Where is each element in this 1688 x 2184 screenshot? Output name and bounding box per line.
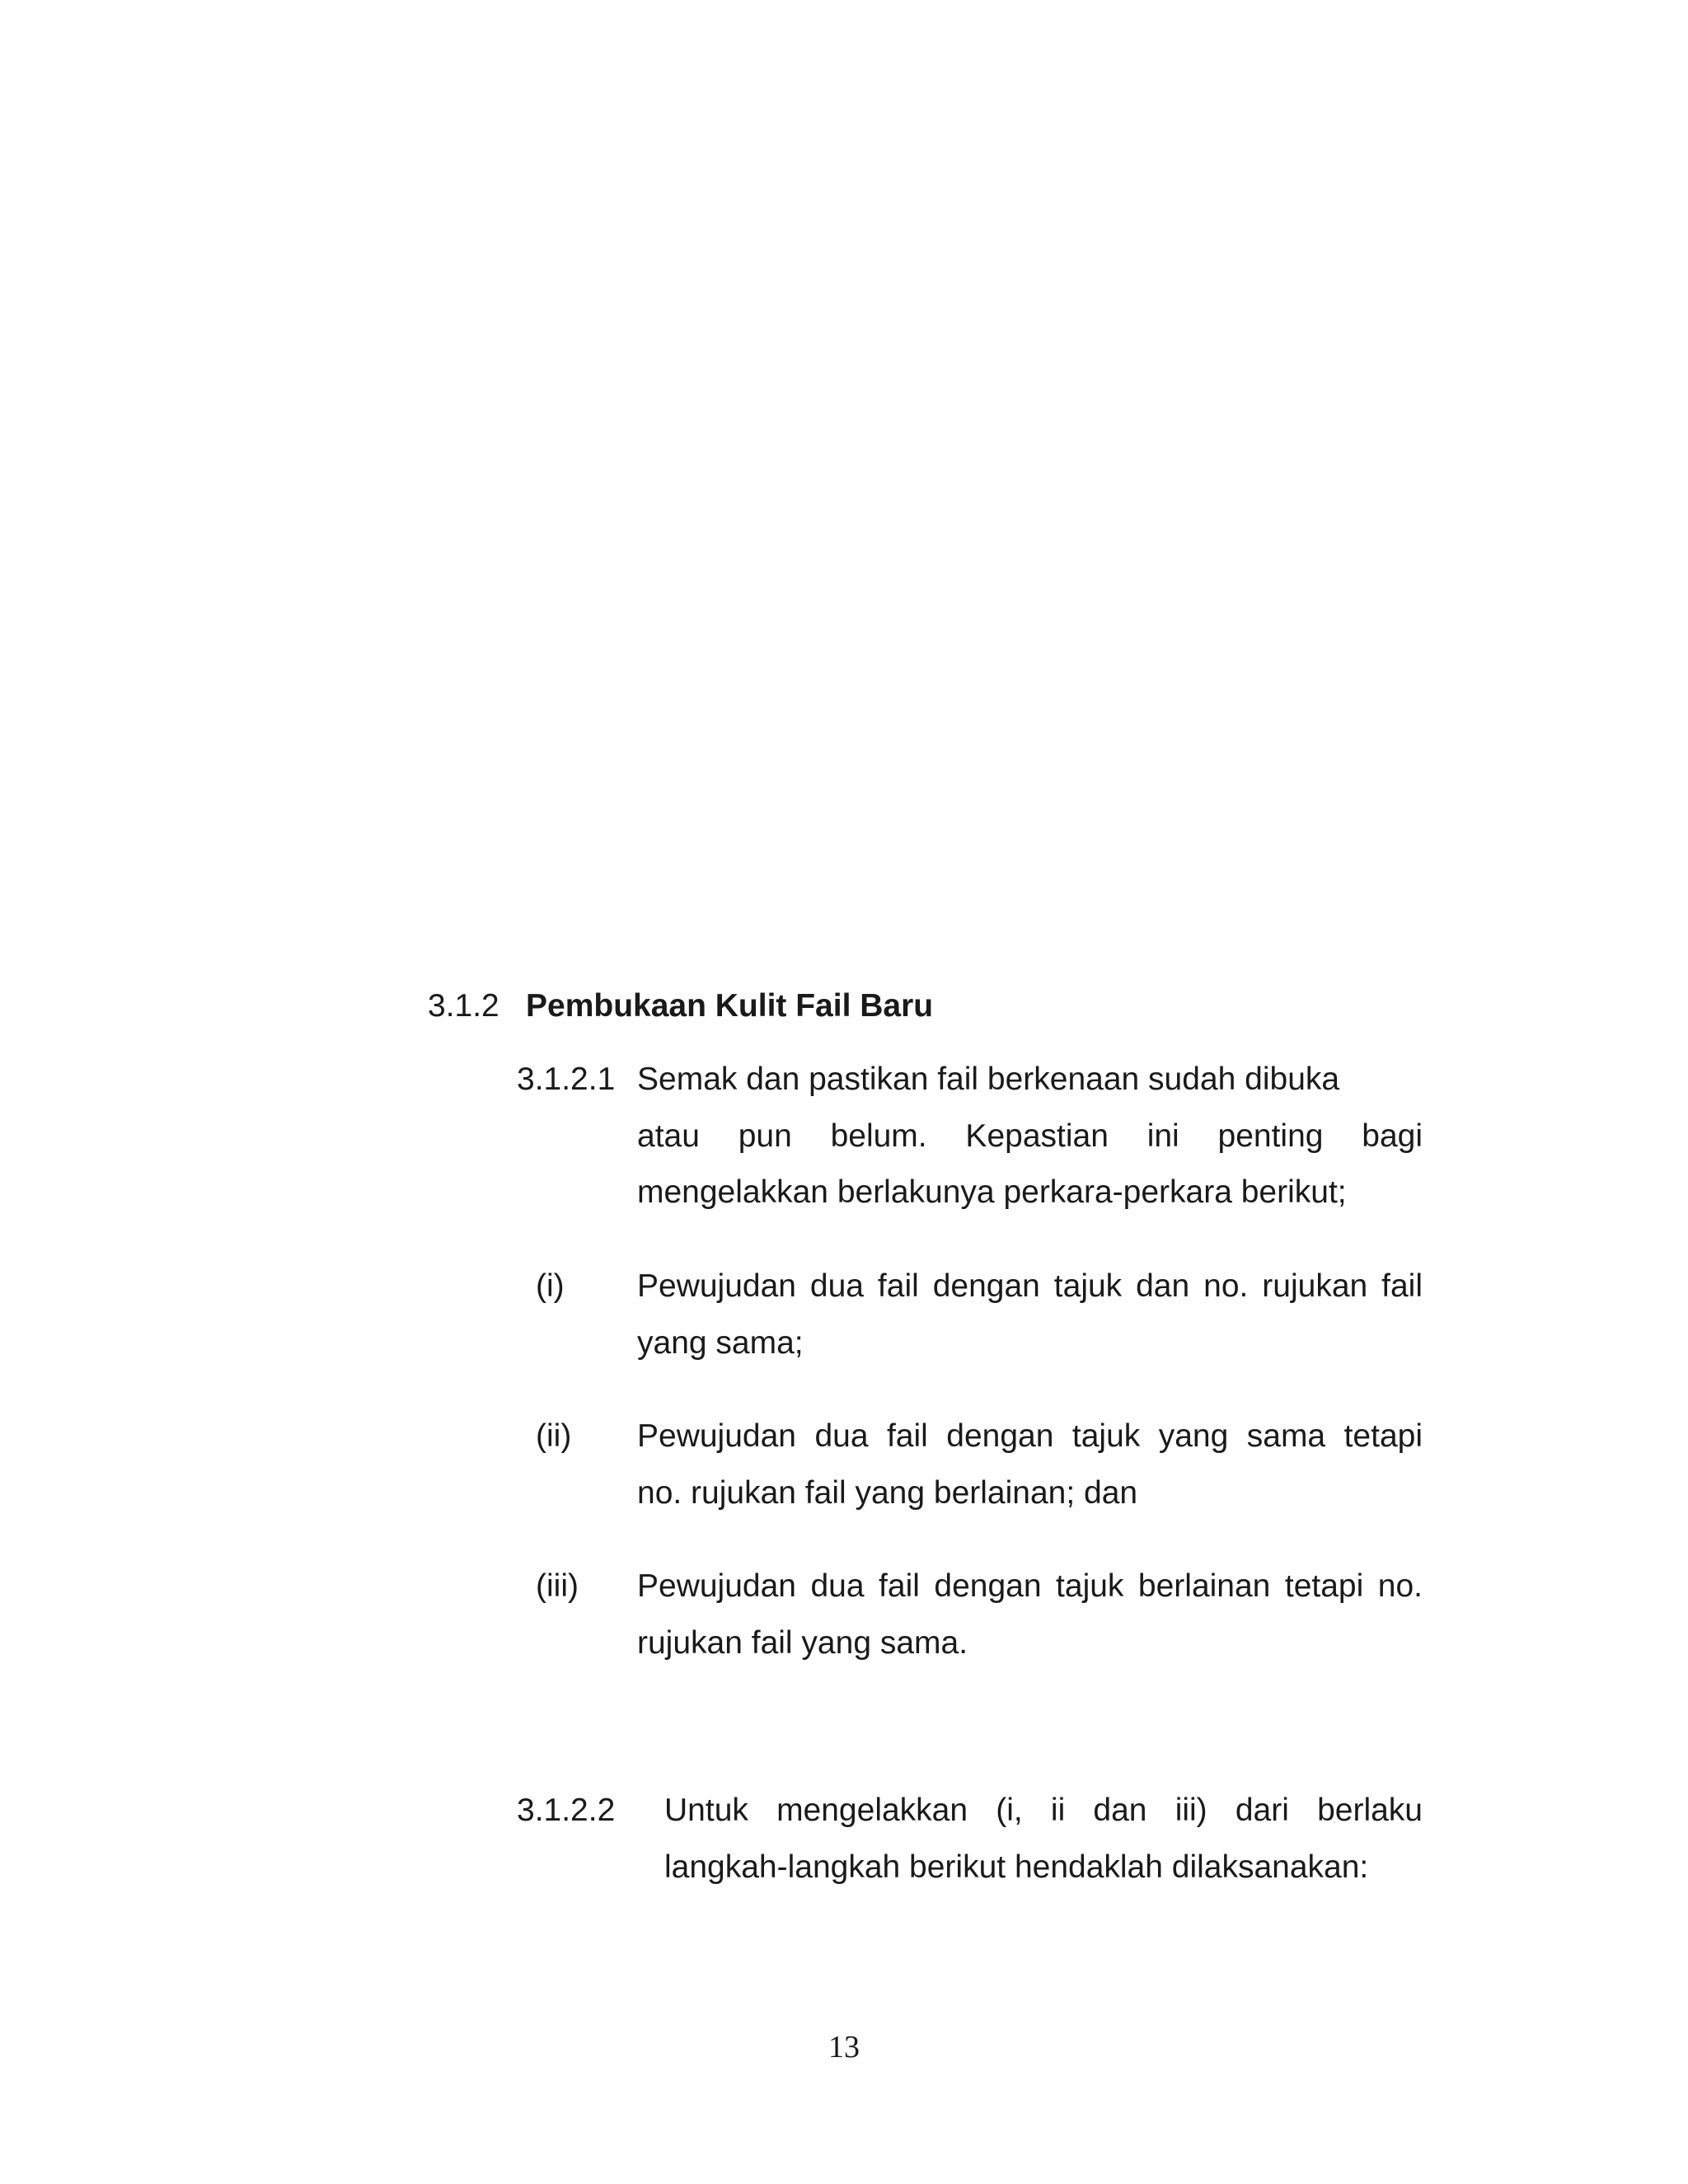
subsection-paragraph-2 (664, 1783, 1423, 1896)
subsection-1-line-1: Semak dan pastikan fail berkenaan sudah dibuka (637, 1062, 1340, 1097)
subsection-1-line-3: mengelakkan berlakunya perkara-perkara berikut; (637, 1174, 1347, 1210)
section-title: Pembukaan Kulit Fail Baru (526, 988, 934, 1024)
section-number: 3.1.2 (428, 988, 499, 1024)
list-marker-i: (i) (536, 1268, 565, 1304)
subsection-number-1: 3.1.2.1 (517, 1062, 616, 1097)
list-item-ii-line-2: no. rujukan fail yang berlainan; dan (637, 1474, 1138, 1511)
subsection-paragraph-1 (637, 1052, 1423, 1221)
page-number: 13 (828, 2030, 860, 2064)
subsection-1-line-2: atau pun belum. Kepastian ini penting bagi (637, 1118, 1423, 1154)
subsection-2-line-1: Untuk mengelakkan (i, ii dan iii) dari berlaku (664, 1793, 1423, 1828)
subsection-number-2: 3.1.2.2 (517, 1793, 616, 1828)
list-item-i (637, 1258, 1423, 1371)
list-item-iii (637, 1558, 1423, 1671)
list-marker-ii: (ii) (536, 1418, 572, 1454)
list-item-iii-line-1: Pewujudan dua fail dengan tajuk berlainan tetapi no. (637, 1568, 1423, 1604)
list-item-i-line-2: yang sama; (637, 1324, 804, 1361)
list-item-i-line-1: Pewujudan dua fail dengan tajuk dan no. rujukan fail (637, 1268, 1423, 1304)
list-item-iii-line-2: rujukan fail yang sama. (637, 1624, 968, 1661)
list-item-ii (637, 1408, 1423, 1521)
list-marker-iii: (iii) (536, 1568, 579, 1604)
list-item-ii-line-1: Pewujudan dua fail dengan tajuk yang sama tetapi (637, 1418, 1423, 1454)
subsection-2-line-2: langkah-langkah berikut hendaklah dilaksanakan: (664, 1849, 1369, 1885)
